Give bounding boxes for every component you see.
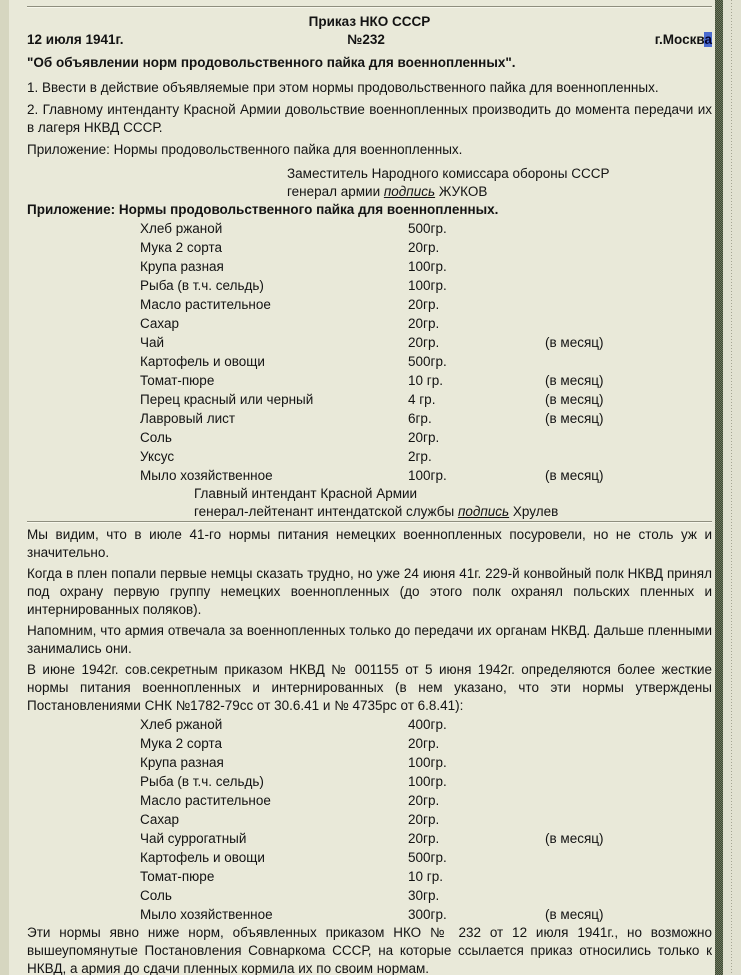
ration-row	[27, 333, 712, 352]
ration-row	[27, 219, 712, 238]
section-divider	[27, 521, 712, 523]
order-title: "Об объявлении норм продовольственного пайка для военнопленных".	[27, 55, 516, 70]
ration-quantity: 20гр.	[408, 793, 440, 808]
ration-item: Крупа разная	[140, 755, 224, 770]
ration-item: Томат-пюре	[140, 373, 215, 388]
ration-item: Соль	[140, 888, 172, 903]
ration-quantity: 30гр.	[408, 888, 440, 903]
top-divider	[27, 6, 712, 8]
ration-item: Хлеб ржаной	[140, 717, 223, 732]
ration-item: Масло растительное	[140, 297, 271, 312]
ration-note: (в месяц)	[545, 411, 604, 426]
signature-word: подпись	[383, 184, 436, 199]
ration-row	[27, 772, 712, 791]
ration-quantity: 500гр.	[408, 354, 447, 369]
signature-khrulev	[194, 485, 712, 521]
ration-row	[27, 390, 712, 409]
signature-zhukov	[287, 165, 712, 201]
ration-table-1942	[27, 715, 712, 924]
signature-name-line: генерал армии подпись ЖУКОВ	[287, 184, 488, 199]
ration-row	[27, 238, 712, 257]
ration-note: (в месяц)	[545, 468, 604, 483]
ration-note	[545, 772, 712, 791]
selected-character: а	[704, 32, 712, 47]
ration-row	[27, 867, 712, 886]
order-city: г.Москва	[654, 32, 712, 47]
ration-quantity: 500гр.	[408, 850, 447, 865]
ration-item: Мука 2 сорта	[140, 240, 223, 255]
ration-note: (в месяц)	[545, 373, 604, 388]
ration-row	[27, 466, 712, 485]
right-border-panel	[723, 0, 741, 975]
closing-paragraph: Эти нормы явно ниже норм, объявленных приказом НКО № 232 от 12 июля 1941г., но возможно вышеупомянутые Постановления Совнаркома СССР, на которые ссылается приказ относились только к НКВД, а армия до сдачи пленных кормила их по своим нормам.	[27, 925, 712, 975]
ration-note	[545, 238, 712, 257]
ration-note	[545, 219, 712, 238]
ration-quantity: 20гр.	[408, 240, 440, 255]
ration-quantity: 400гр.	[408, 717, 447, 732]
ration-quantity: 20гр.	[408, 736, 440, 751]
ration-note	[545, 791, 712, 810]
ration-row	[27, 829, 712, 848]
ration-note	[545, 257, 712, 276]
ration-quantity: 300гр.	[408, 907, 447, 922]
ration-item: Сахар	[140, 812, 180, 827]
ration-quantity: 100гр.	[408, 278, 447, 293]
ration-item: Мыло хозяйственное	[140, 468, 273, 483]
ration-note	[545, 886, 712, 905]
ration-item: Чай	[140, 335, 165, 350]
ration-row	[27, 791, 712, 810]
ration-note: (в месяц)	[545, 907, 604, 922]
ration-note: (в месяц)	[545, 335, 604, 350]
order-meta-line	[27, 31, 712, 49]
order-point-1: 1. Ввести в действие объявляемые при этом нормы продовольственного пайка для военнопленных.	[27, 80, 659, 95]
order-date: 12 июля 1941г.	[27, 32, 124, 47]
ration-note	[545, 734, 712, 753]
ration-item: Уксус	[140, 449, 175, 464]
signature-word: подпись	[457, 504, 510, 519]
ration-quantity: 10 гр.	[408, 373, 443, 388]
ration-quantity: 20гр.	[408, 831, 440, 846]
ration-quantity: 20гр.	[408, 430, 440, 445]
ration-row	[27, 810, 712, 829]
ration-quantity: 20гр.	[408, 297, 440, 312]
ration-row	[27, 257, 712, 276]
ration-row	[27, 905, 712, 924]
ration-note	[545, 352, 712, 371]
ration-note	[545, 276, 712, 295]
ration-note	[545, 848, 712, 867]
ration-item: Масло растительное	[140, 793, 271, 808]
ration-row	[27, 428, 712, 447]
ration-quantity: 100гр.	[408, 774, 447, 789]
ration-row	[27, 734, 712, 753]
ration-row	[27, 295, 712, 314]
ration-item: Мыло хозяйственное	[140, 907, 273, 922]
ration-quantity: 4 гр.	[408, 392, 436, 407]
attachment-heading: Приложение: Нормы продовольственного пайка для военнопленных.	[27, 202, 499, 217]
ration-item: Томат-пюре	[140, 869, 215, 884]
ration-item: Хлеб ржаной	[140, 221, 223, 236]
ration-item: Картофель и овощи	[140, 354, 265, 369]
document-content	[27, 0, 712, 975]
ration-note	[545, 867, 712, 886]
ration-row	[27, 276, 712, 295]
ration-row	[27, 409, 712, 428]
ration-note	[545, 447, 712, 466]
commentary-paragraph: В июне 1942г. сов.секретным приказом НКВД № 001155 от 5 июня 1942г. определяются более жесткие нормы питания военнопленных и интернированных (в нем указано, что эти нормы утверждены Постановлениями СНК №1782-79сс от 30.6.41 и № 4735рс от 6.8.41):	[27, 662, 712, 713]
ration-quantity: 6гр.	[408, 411, 432, 426]
ration-item: Рыба (в т.ч. сельдь)	[140, 278, 264, 293]
ration-note	[545, 428, 712, 447]
signature-name-line: генерал-лейтенант интендатской службы подпись Хрулев	[194, 504, 559, 519]
ration-item: Крупа разная	[140, 259, 224, 274]
ration-row	[27, 352, 712, 371]
ration-item: Перец красный или черный	[140, 392, 314, 407]
ration-quantity: 20гр.	[408, 812, 440, 827]
ration-note: (в месяц)	[545, 392, 604, 407]
ration-row	[27, 848, 712, 867]
ration-item: Рыба (в т.ч. сельдь)	[140, 774, 264, 789]
ration-quantity: 100гр.	[408, 468, 447, 483]
ration-note: (в месяц)	[545, 831, 604, 846]
ration-note	[545, 314, 712, 333]
ration-quantity: 100гр.	[408, 755, 447, 770]
ration-quantity: 2гр.	[408, 449, 432, 464]
ration-quantity: 500гр.	[408, 221, 447, 236]
ration-item: Соль	[140, 430, 172, 445]
left-margin-strip	[0, 0, 9, 975]
ration-row	[27, 886, 712, 905]
commentary-paragraph: Когда в плен попали первые немцы сказать трудно, но уже 24 июня 41г. 229-й конвойный полк НКВД принял под охрану первую группу немецких военнопленных (до этого полк охранял польских пленных и интернированных поляков).	[27, 566, 712, 617]
attachment-note: Приложение: Нормы продовольственного пайка для военнопленных.	[27, 142, 463, 157]
signature-title-line: Главный интендант Красной Армии	[194, 486, 418, 501]
ration-row	[27, 447, 712, 466]
order-point-2: 2. Главному интенданту Красной Армии довольствие военнопленных производить до момента передачи их в лагеря НКВД СССР.	[27, 102, 712, 135]
ration-item: Картофель и овощи	[140, 850, 265, 865]
ration-row	[27, 371, 712, 390]
right-border-texture	[715, 0, 723, 975]
ration-item: Чай суррогатный	[140, 831, 247, 846]
ration-note	[545, 295, 712, 314]
ration-row	[27, 715, 712, 734]
ration-quantity: 20гр.	[408, 316, 440, 331]
ration-note	[545, 810, 712, 829]
ration-item: Сахар	[140, 316, 180, 331]
ration-item: Мука 2 сорта	[140, 736, 223, 751]
commentary-paragraph: Мы видим, что в июле 41-го нормы питания немецких военнопленных посуровели, но не столь уж и значительно.	[27, 527, 712, 560]
order-heading: Приказ НКО СССР	[308, 14, 431, 29]
ration-note	[545, 715, 712, 734]
order-number: №232	[347, 32, 385, 47]
commentary-paragraph: Напомним, что армия отвечала за военнопленных только до передачи их органам НКВД. Дальше пленными занимались они.	[27, 623, 712, 656]
ration-row	[27, 753, 712, 772]
signature-title-line: Заместитель Народного комиссара обороны СССР	[287, 166, 610, 181]
ration-row	[27, 314, 712, 333]
ration-quantity: 20гр.	[408, 335, 440, 350]
ration-table-1941	[27, 219, 712, 485]
ration-quantity: 100гр.	[408, 259, 447, 274]
right-border-frame	[715, 0, 741, 975]
ration-quantity: 10 гр.	[408, 869, 443, 884]
commentary-section	[27, 526, 712, 715]
ration-note	[545, 753, 712, 772]
ration-item: Лавровый лист	[140, 411, 236, 426]
